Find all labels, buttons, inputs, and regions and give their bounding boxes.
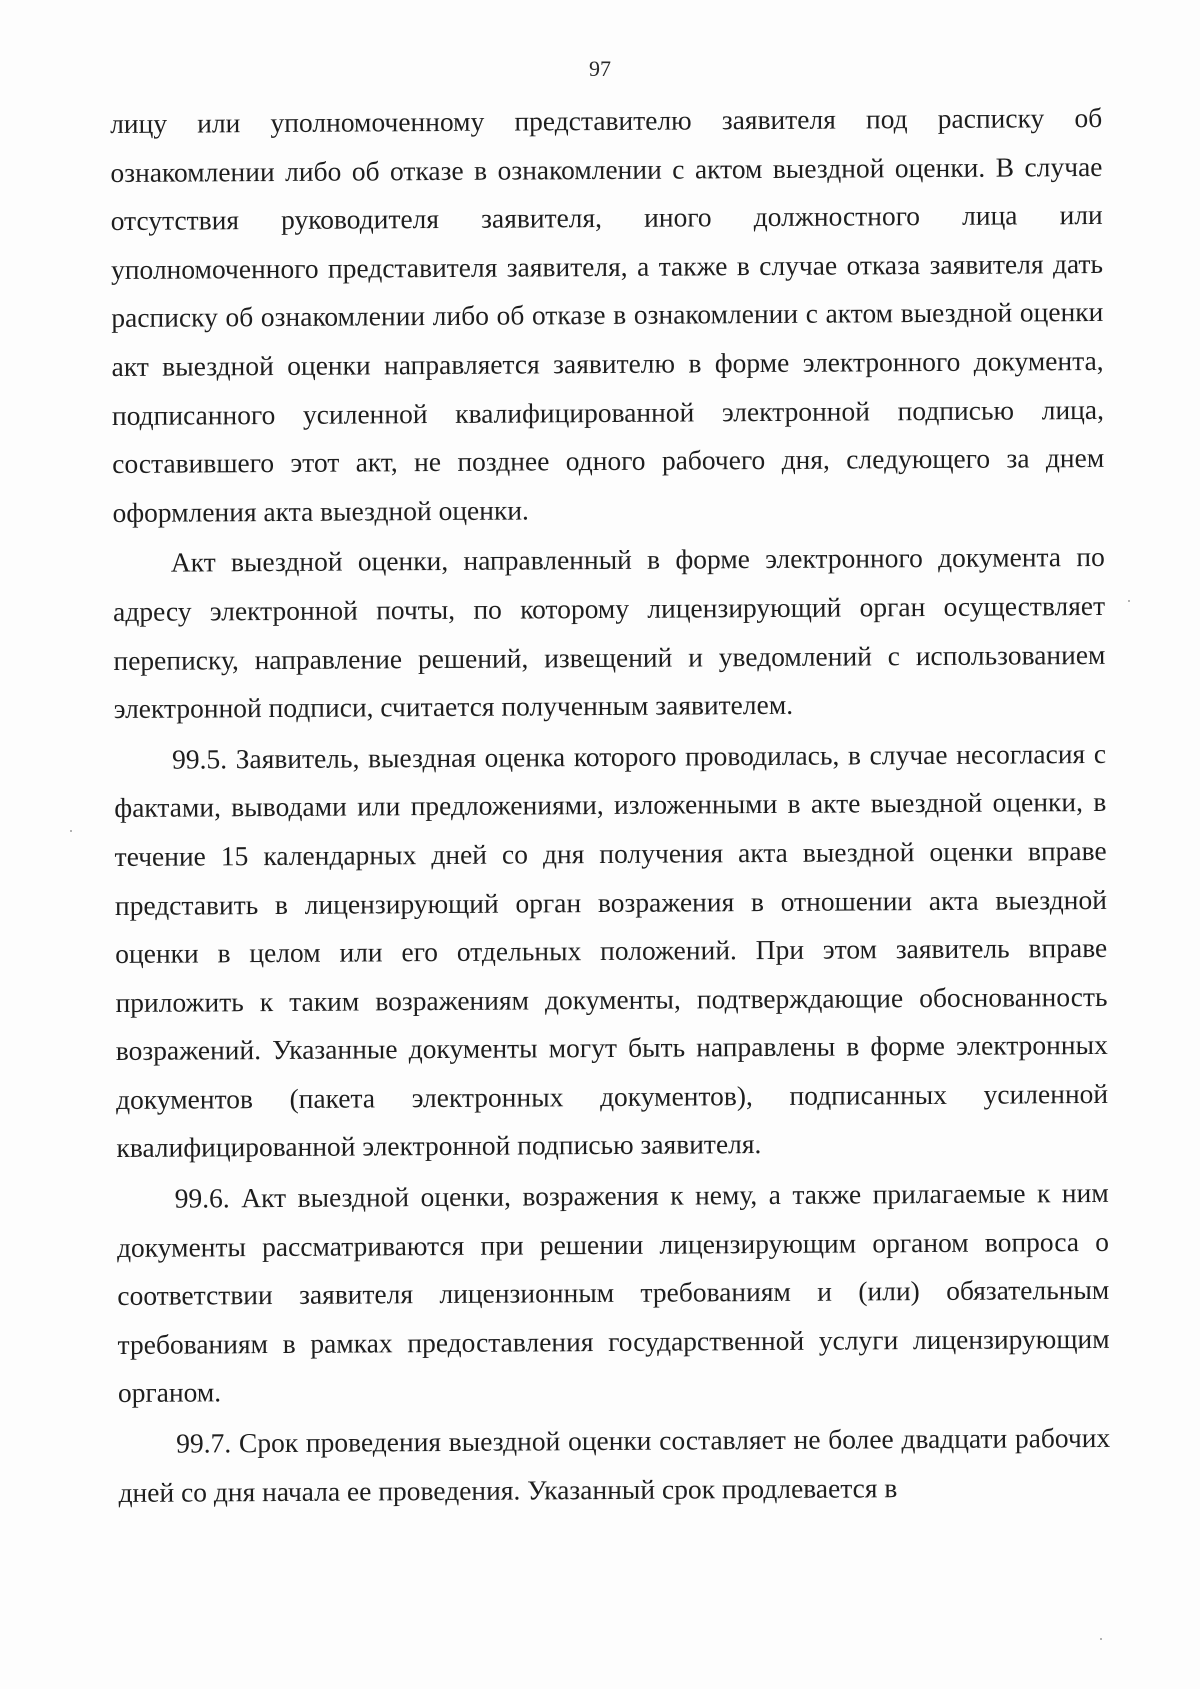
paragraph-act-delivery: Акт выездной оценки, направленный в форме электронного документа по адресу электронной почты, по которому лицензирующий орган осуществляет переписку, направление решений, извещений и уведомлений с использованием электронной подписи, считается полученным заявителем. bbox=[113, 541, 1106, 725]
scan-speck bbox=[1100, 1638, 1102, 1640]
paragraph-continuation: лицу или уполномоченному представителю заявителя под расписку об ознакомлении либо об отказе в ознакомлении с актом выездной оценки. В случае отсутствия руководителя заявителя, иного должностного лица или уполномоченного представителя заявителя, а также в случае отказа заявителя дать расписку об ознакомлении либо об отказе в ознакомлении с актом выездной оценки акт выездной оценки направляется заявителю в форме электронного документа, подписанного усиленной квалифицированной электронной подписью лица, составившего этот акт, не позднее одного рабочего дня, следующего за днем оформления акта выездной оценки. bbox=[110, 101, 1105, 528]
paragraph-99-5: 99.5. Заявитель, выездная оценка которого проводилась, в случае несогласия с фактами, выводами или предложениями, изложенными в акте выездной оценки, в течение 15 календарных дней со дня получения акта выездной оценки вправе представить в лицензирующий орган возражения в отношении акта выездной оценки в целом или его отдельных положений. При этом заявитель вправе приложить к таким возражениям документы, подтверждающие обоснованность возражений. Указанные документы могут быть направлены в форме электронных документов (пакета электронных документов), подписанных усиленной квалифицированной электронной подписью заявителя. bbox=[114, 737, 1109, 1164]
paragraph-99-7: 99.7. Срок проведения выездной оценки составляет не более двадцати рабочих дней со дня начала ее проведения. Указанный срок продлевается в bbox=[118, 1421, 1111, 1508]
document-body bbox=[110, 94, 1111, 1519]
scan-speck bbox=[1128, 600, 1130, 602]
paragraph-99-6: 99.6. Акт выездной оценки, возражения к нему, а также прилагаемые к ним документы рассматриваются при решении лицензирующим органом вопроса о соответствии заявителя лицензионным требованиям и (или) обязательным требованиям в рамках предоставления государственной услуги лицензирующим органом. bbox=[116, 1176, 1110, 1409]
page-number: 97 bbox=[589, 56, 611, 81]
scan-speck bbox=[70, 830, 72, 832]
